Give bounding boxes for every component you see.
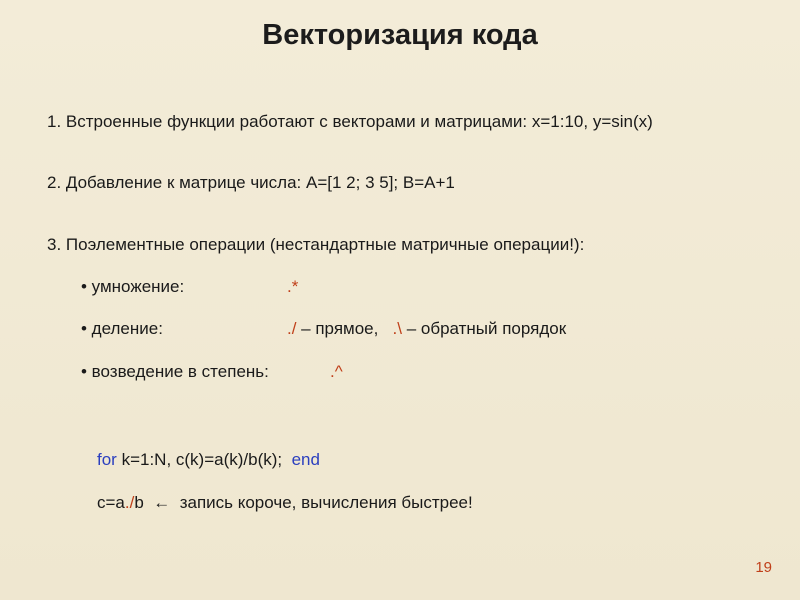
code-for-keyword: for [97, 450, 117, 469]
bullet-multiply-op: .* [287, 277, 299, 296]
item-2: 2. Добавление к матрице числа: A=[1 2; 3 5]; B=A+1 [47, 173, 455, 192]
bullet-power-op: .^ [330, 362, 343, 381]
bullet-divide-rest2: – обратный порядок [401, 319, 567, 338]
item-3: 3. Поэлементные операции (нестандартные матричные операции!): [47, 235, 585, 254]
bullet-divide-op2: .\ [392, 319, 402, 338]
short-form-suffix: b ← запись короче, вычисления быстрее! [134, 493, 473, 512]
code-end-keyword: end [291, 450, 320, 469]
code-line [97, 449, 320, 471]
bullet-divide-op: ./ [287, 319, 297, 338]
short-form-op: ./ [124, 493, 135, 512]
item-1: 1. Встроенные функции работают с векторами и матрицами: x=1:10, y=sin(x) [47, 112, 653, 131]
page-number: 19 [755, 559, 772, 576]
bullet-divide-label: • деление: [81, 319, 163, 338]
bullet-multiply-label: • умножение: [81, 277, 185, 296]
bullet-multiply [81, 276, 184, 298]
slide-title: Векторизация кода [262, 19, 538, 51]
bullet-power-label: • возведение в степень: [81, 362, 269, 381]
short-form-prefix: c=a [97, 493, 125, 512]
bullet-divide-ops [287, 318, 566, 340]
bullet-divide-rest: – прямое, [296, 319, 393, 338]
code-body: k=1:N, c(k)=a(k)/b(k); [116, 450, 292, 469]
short-form-line [97, 492, 473, 514]
bullet-divide [81, 318, 163, 340]
bullet-power [81, 361, 269, 383]
